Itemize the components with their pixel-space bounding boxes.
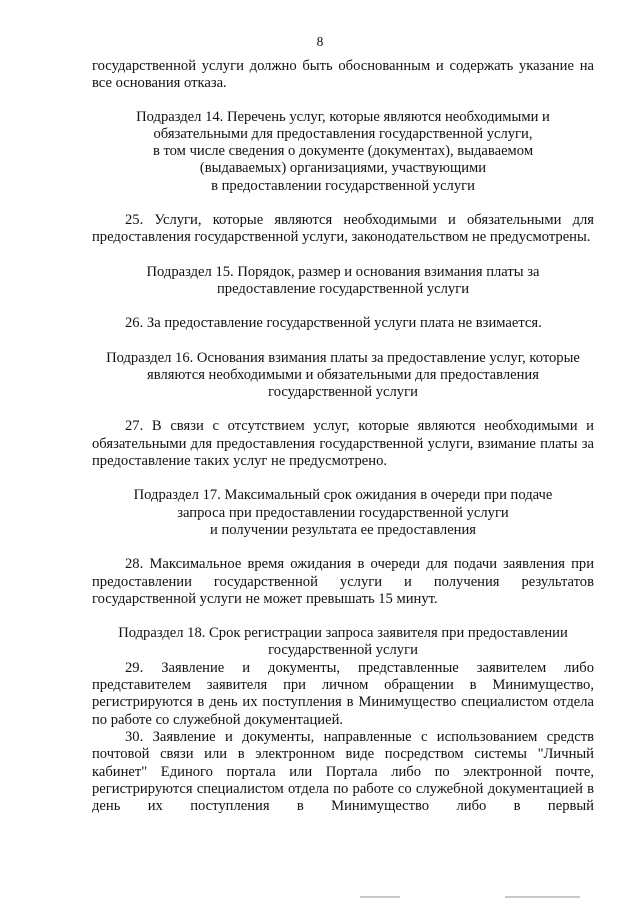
heading-line: предоставление государственной услуги xyxy=(217,280,469,297)
heading-line: (выдаваемых) организациями, участвующими xyxy=(199,160,487,177)
heading-line: в предоставлении государственной услуги xyxy=(211,177,475,194)
paragraph-30: 30. Заявление и документы, направленные с использованием средств почтовой связи или в электронном виде посредством системы "Личный кабинет" Единого портала или Портала либо по электронной почте, регистрируются специалистом отдела по работе со служебной документацией в день их поступления в Минимущество либо в первый xyxy=(92,728,594,815)
section-14 xyxy=(92,109,594,247)
heading-line: Подраздел 17. Максимальный срок ожидания в очереди при подаче xyxy=(133,487,553,504)
heading-line: Подраздел 14. Перечень услуг, которые являются необходимыми и xyxy=(136,108,550,125)
heading-line: в том числе сведения о документе (документах), выдаваемом xyxy=(152,143,534,160)
section-heading xyxy=(92,625,594,660)
paragraph-26: 26. За предоставление государственной услуги плата не взимается. xyxy=(125,315,542,332)
section-heading xyxy=(92,487,594,539)
paragraph-25: 25. Услуги, которые являются необходимыми и обязательными для предоставления государственной услуги, законодательством не предусмотрены. xyxy=(92,212,594,246)
heading-line: запроса при предоставлении государственной услуги xyxy=(177,504,509,521)
section-18 xyxy=(92,625,594,815)
section-heading xyxy=(92,264,594,299)
document-body xyxy=(92,58,594,815)
heading-line: государственной услуги xyxy=(268,642,418,659)
section-17 xyxy=(92,487,594,608)
page-number: 8 xyxy=(316,34,324,49)
heading-line: Подраздел 15. Порядок, размер и основания взимания платы за xyxy=(146,263,540,280)
section-16 xyxy=(92,350,594,471)
heading-line: Подраздел 18. Срок регистрации запроса заявителя при предоставлении xyxy=(118,625,568,642)
heading-line: являются необходимыми и обязательными для предоставления xyxy=(147,366,539,383)
heading-line: и получении результата ее предоставления xyxy=(209,521,476,538)
scan-artifact xyxy=(505,896,580,898)
heading-line: государственной услуги xyxy=(268,384,418,401)
heading-line: Подраздел 16. Основания взимания платы за предоставление услуг, которые xyxy=(106,349,580,366)
section-heading xyxy=(92,109,594,195)
paragraph-29: 29. Заявление и документы, представленные заявителем либо представителем заявителя при личном обращении в Минимущество, регистрируются в день их поступления в Минимущество специалистом отдела по работе со служебной документацией. xyxy=(92,659,594,728)
paragraph-27: 27. В связи с отсутствием услуг, которые являются необходимыми и обязательными для предоставления государственной услуги, взимание платы за предоставление таких услуг не предусмотрено. xyxy=(92,418,594,470)
section-heading xyxy=(92,350,594,402)
section-15 xyxy=(92,264,594,333)
heading-line: обязательными для предоставления государственной услуги, xyxy=(153,125,533,142)
paragraph-28: 28. Максимальное время ожидания в очереди для подачи заявления при предоставлении государственной услуги и получения результатов государственной услуги не может превышать 15 минут. xyxy=(92,556,594,607)
continuation-paragraph: государственной услуги должно быть обоснованным и содержать указание на все основания отказа. xyxy=(92,58,594,92)
scan-artifact xyxy=(360,896,400,898)
